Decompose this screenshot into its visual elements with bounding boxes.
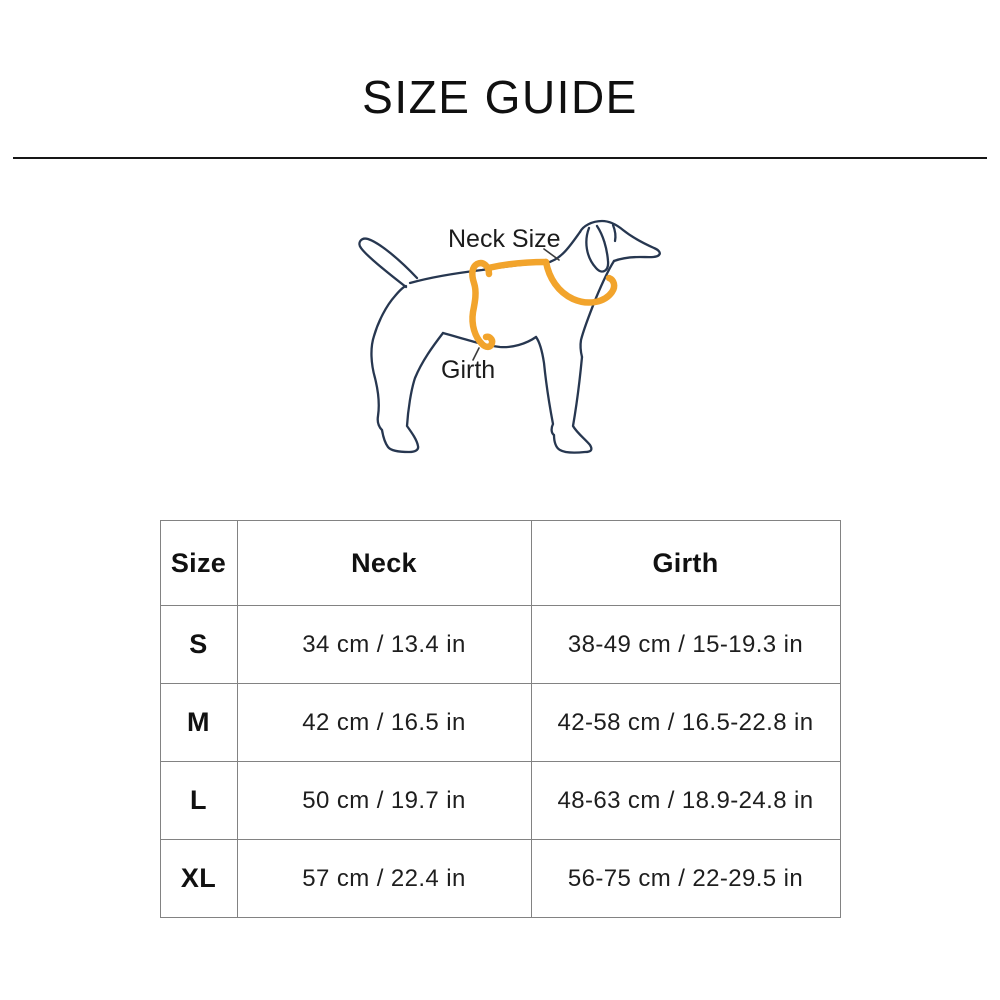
girth-cell: 56-75 cm / 22-29.5 in [531,840,840,918]
tail [359,239,417,287]
neck-cell: 57 cm / 22.4 in [237,840,531,918]
rear-leg [371,286,443,452]
table-row-l [160,762,840,840]
table-row-m [160,684,840,762]
front-leg [536,337,591,453]
neck-size-label: Neck Size [448,225,561,253]
size-cell: M [160,684,237,762]
girth-column-header: Girth [531,521,840,606]
harness-overlay [472,262,614,347]
neck-column-header: Neck [237,521,531,606]
table-row-xl [160,840,840,918]
far-ear [613,225,615,241]
ear [586,226,608,272]
girth-label: Girth [441,356,496,384]
neck-cell: 50 cm / 19.7 in [237,762,531,840]
table-header-row [160,521,840,606]
girth-band [472,263,492,347]
dog-outline [359,221,659,453]
dog-measurement-diagram [0,198,1000,478]
neck-cell: 42 cm / 16.5 in [237,684,531,762]
size-column-header: Size [160,521,237,606]
size-cell: L [160,762,237,840]
girth-cell: 38-49 cm / 15-19.3 in [531,606,840,684]
divider [13,157,987,159]
size-cell: XL [160,840,237,918]
neck-cell: 34 cm / 13.4 in [237,606,531,684]
table-row-s [160,606,840,684]
page-title: SIZE GUIDE [362,71,638,123]
girth-cell: 48-63 cm / 18.9-24.8 in [531,762,840,840]
head-and-muzzle [580,221,660,261]
back-strap [488,262,546,268]
size-table [160,520,841,918]
girth-cell: 42-58 cm / 16.5-22.8 in [531,684,840,762]
size-cell: S [160,606,237,684]
